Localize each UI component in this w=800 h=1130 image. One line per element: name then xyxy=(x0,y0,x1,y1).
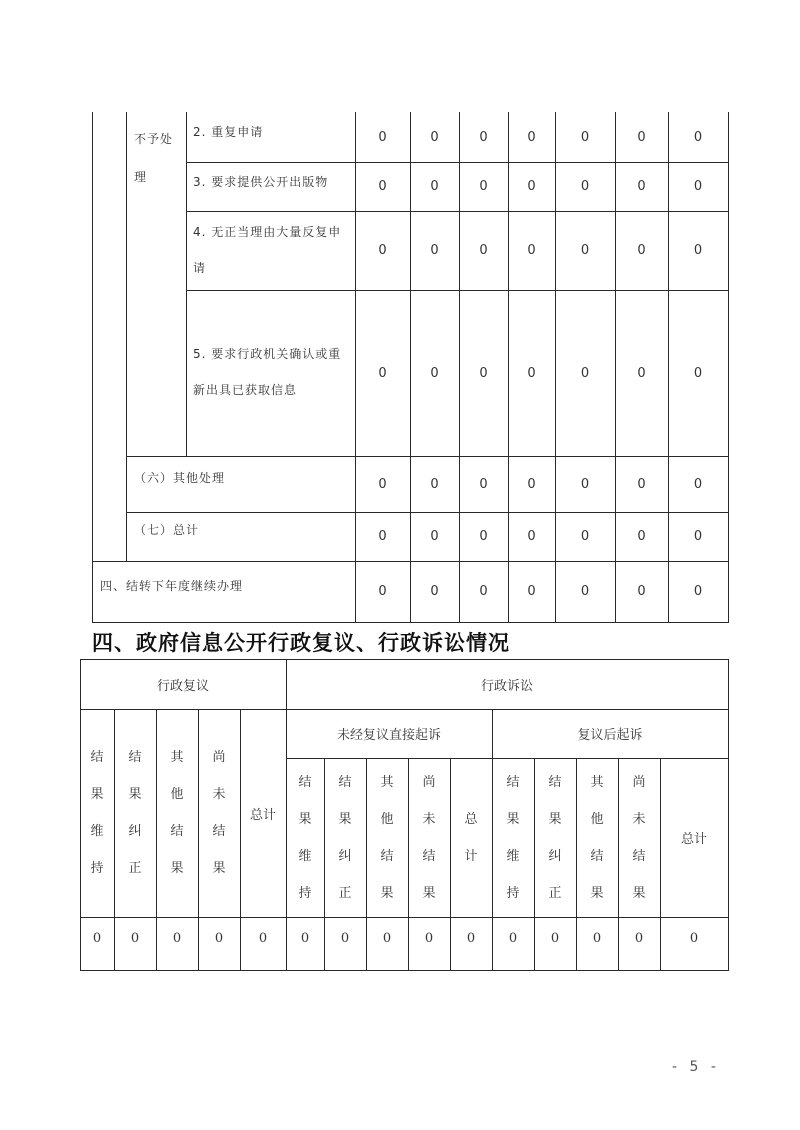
value-cell: 0 xyxy=(172,931,182,946)
column-header-text: 总计 xyxy=(249,807,276,823)
row-label-text: 5. 要求行政机关确认或重 xyxy=(193,347,342,361)
value-cell: 0 xyxy=(580,529,590,544)
column-header-char: 尚 xyxy=(212,750,226,765)
column-header-char: 果 xyxy=(422,885,436,901)
value-cell: 0 xyxy=(479,243,488,258)
value-cell: 0 xyxy=(430,129,439,145)
header-administrative-review: 行政复议 xyxy=(156,678,209,694)
value-cell: 0 xyxy=(689,931,699,946)
column-header-char: 他 xyxy=(590,811,604,827)
value-cell: 0 xyxy=(430,243,439,258)
column-header-char: 结 xyxy=(128,750,142,765)
value-cell: 0 xyxy=(378,476,387,492)
value-cell: 0 xyxy=(693,365,703,381)
column-header-char: 计 xyxy=(464,848,478,864)
column-header xyxy=(660,758,728,917)
column-header-char: 结 xyxy=(632,848,646,864)
column-header-char: 持 xyxy=(298,885,312,901)
value-cell: 0 xyxy=(693,129,703,145)
value-cell: 0 xyxy=(378,243,387,258)
header-direct-litigation: 未经复议直接起诉 xyxy=(336,728,441,743)
column-header xyxy=(198,709,240,917)
value-cell: 0 xyxy=(580,179,590,194)
column-header-char: 正 xyxy=(548,885,562,901)
row-label-text: 3. 要求提供公开出版物 xyxy=(193,175,329,189)
column-header-char: 果 xyxy=(90,787,104,802)
row-label-text: 2. 重复申请 xyxy=(193,125,264,139)
value-cell: 0 xyxy=(466,931,476,946)
column-header-char: 果 xyxy=(212,861,226,876)
value-cell: 0 xyxy=(527,243,536,258)
column-header xyxy=(492,758,534,917)
column-header xyxy=(324,758,366,917)
column-header-char: 果 xyxy=(170,861,184,876)
value-cell: 0 xyxy=(693,179,703,194)
refusal-label-line2: 理 xyxy=(134,170,148,184)
column-header-char: 果 xyxy=(380,885,394,901)
column-header-char: 他 xyxy=(170,787,184,802)
value-cell: 0 xyxy=(214,931,224,946)
column-header-char: 结 xyxy=(170,824,184,839)
row-label-repeated-requests xyxy=(193,214,341,286)
section-title: 四、政府信息公开行政复议、行政诉讼情况 xyxy=(92,631,510,655)
value-cell: 0 xyxy=(693,476,703,492)
value-cell: 0 xyxy=(580,129,590,145)
value-cell: 0 xyxy=(693,584,703,599)
column-header-text: 总计 xyxy=(680,832,707,847)
column-header-char: 纠 xyxy=(128,824,142,839)
value-cell: 0 xyxy=(430,529,439,544)
column-header-char: 结 xyxy=(90,750,104,765)
column-header-char: 维 xyxy=(298,848,312,864)
column-header-char: 纠 xyxy=(548,848,562,864)
value-cell: 0 xyxy=(508,931,518,946)
value-cell: 0 xyxy=(479,584,488,599)
column-header-char: 尚 xyxy=(422,774,436,790)
value-cell: 0 xyxy=(340,931,350,946)
value-cell: 0 xyxy=(378,584,387,599)
column-header xyxy=(618,758,660,917)
value-cell: 0 xyxy=(527,584,536,599)
column-header-char: 维 xyxy=(506,848,520,864)
header-litigation-after-review: 复议后起诉 xyxy=(577,728,643,743)
refusal-label-line1: 不予处 xyxy=(134,132,174,146)
column-header-char: 结 xyxy=(590,848,604,864)
column-header-char: 未 xyxy=(212,787,226,802)
column-header-char: 结 xyxy=(422,848,436,864)
column-header-char: 结 xyxy=(380,848,394,864)
row-label-carry-over xyxy=(100,568,243,604)
value-cell: 0 xyxy=(580,476,590,492)
row-label-repeat-request xyxy=(193,114,263,150)
row-label-other-handling xyxy=(134,460,225,496)
column-header xyxy=(576,758,618,917)
column-header-char: 尚 xyxy=(632,774,646,790)
column-header xyxy=(240,709,286,917)
value-cell: 0 xyxy=(527,179,536,194)
value-cell: 0 xyxy=(527,476,536,492)
column-header xyxy=(534,758,576,917)
column-header-char: 结 xyxy=(506,774,520,790)
value-cell: 0 xyxy=(580,243,590,258)
row-label-text: 请 xyxy=(193,261,207,275)
value-cell: 0 xyxy=(378,529,387,544)
column-header-char: 结 xyxy=(548,774,562,790)
column-header-char: 他 xyxy=(380,811,394,827)
value-cell: 0 xyxy=(479,476,488,492)
value-cell: 0 xyxy=(479,179,488,194)
value-cell: 0 xyxy=(300,931,310,946)
column-header-char: 未 xyxy=(632,811,646,827)
value-cell: 0 xyxy=(637,476,646,492)
value-cell: 0 xyxy=(378,365,387,381)
value-cell: 0 xyxy=(693,243,703,258)
value-cell: 0 xyxy=(550,931,560,946)
row-label-total xyxy=(134,512,199,548)
column-header-char: 其 xyxy=(590,774,604,790)
column-header-char: 其 xyxy=(170,750,184,765)
value-cell: 0 xyxy=(637,584,646,599)
value-cell: 0 xyxy=(592,931,602,946)
row-label-text: 4. 无正当理由大量反复申 xyxy=(193,225,342,239)
column-header-char: 持 xyxy=(90,861,104,876)
value-cell: 0 xyxy=(130,931,140,946)
column-header-char: 果 xyxy=(506,811,520,827)
value-cell: 0 xyxy=(580,365,590,381)
value-cell: 0 xyxy=(430,179,439,194)
value-cell: 0 xyxy=(258,931,268,946)
column-header xyxy=(114,709,156,917)
row-label-text: 四、结转下年度继续办理 xyxy=(100,579,244,593)
value-cell: 0 xyxy=(527,365,536,381)
row-label-text: 新出具已获取信息 xyxy=(193,383,298,397)
value-cell: 0 xyxy=(527,529,536,544)
value-cell: 0 xyxy=(382,931,392,946)
value-cell: 0 xyxy=(479,529,488,544)
value-cell: 0 xyxy=(430,476,439,492)
column-header xyxy=(450,758,492,917)
row-label-text: （六）其他处理 xyxy=(134,471,226,485)
column-header-char: 结 xyxy=(212,824,226,839)
refusal-category-label xyxy=(134,120,173,196)
header-administrative-litigation: 行政诉讼 xyxy=(480,678,533,694)
column-header-char: 未 xyxy=(422,811,436,827)
row-label-publications xyxy=(193,164,328,200)
column-header-char: 持 xyxy=(506,885,520,901)
column-header-char: 结 xyxy=(298,774,312,790)
row-label-text: （七）总计 xyxy=(134,523,200,537)
value-cell: 0 xyxy=(378,129,387,145)
value-cell: 0 xyxy=(637,243,646,258)
value-cell: 0 xyxy=(637,365,646,381)
value-cell: 0 xyxy=(424,931,434,946)
column-header-char: 维 xyxy=(90,824,104,839)
row-label-confirm-reissue xyxy=(193,336,341,408)
column-header xyxy=(80,709,114,917)
column-header-char: 正 xyxy=(338,885,352,901)
value-cell: 0 xyxy=(637,179,646,194)
value-cell: 0 xyxy=(580,584,590,599)
value-cell: 0 xyxy=(430,584,439,599)
value-cell: 0 xyxy=(637,529,646,544)
column-header-char: 总 xyxy=(464,811,478,827)
page-number: - 5 - xyxy=(672,1059,720,1075)
value-cell: 0 xyxy=(378,179,387,194)
value-cell: 0 xyxy=(527,129,536,145)
column-header-char: 果 xyxy=(590,885,604,901)
value-cell: 0 xyxy=(479,365,488,381)
column-header-char: 正 xyxy=(128,861,142,876)
column-header-char: 其 xyxy=(380,774,394,790)
column-header xyxy=(286,758,324,917)
value-cell: 0 xyxy=(92,931,102,946)
column-header-char: 果 xyxy=(128,787,142,802)
column-header-char: 果 xyxy=(548,811,562,827)
value-cell: 0 xyxy=(693,529,703,544)
column-header-char: 果 xyxy=(298,811,312,827)
column-header-char: 果 xyxy=(632,885,646,901)
column-header xyxy=(156,709,198,917)
column-header-char: 纠 xyxy=(338,848,352,864)
value-cell: 0 xyxy=(479,129,488,145)
value-cell: 0 xyxy=(637,129,646,145)
column-header-char: 结 xyxy=(338,774,352,790)
value-cell: 0 xyxy=(430,365,439,381)
column-header xyxy=(366,758,408,917)
value-cell: 0 xyxy=(634,931,644,946)
column-header xyxy=(408,758,450,917)
column-header-char: 果 xyxy=(338,811,352,827)
